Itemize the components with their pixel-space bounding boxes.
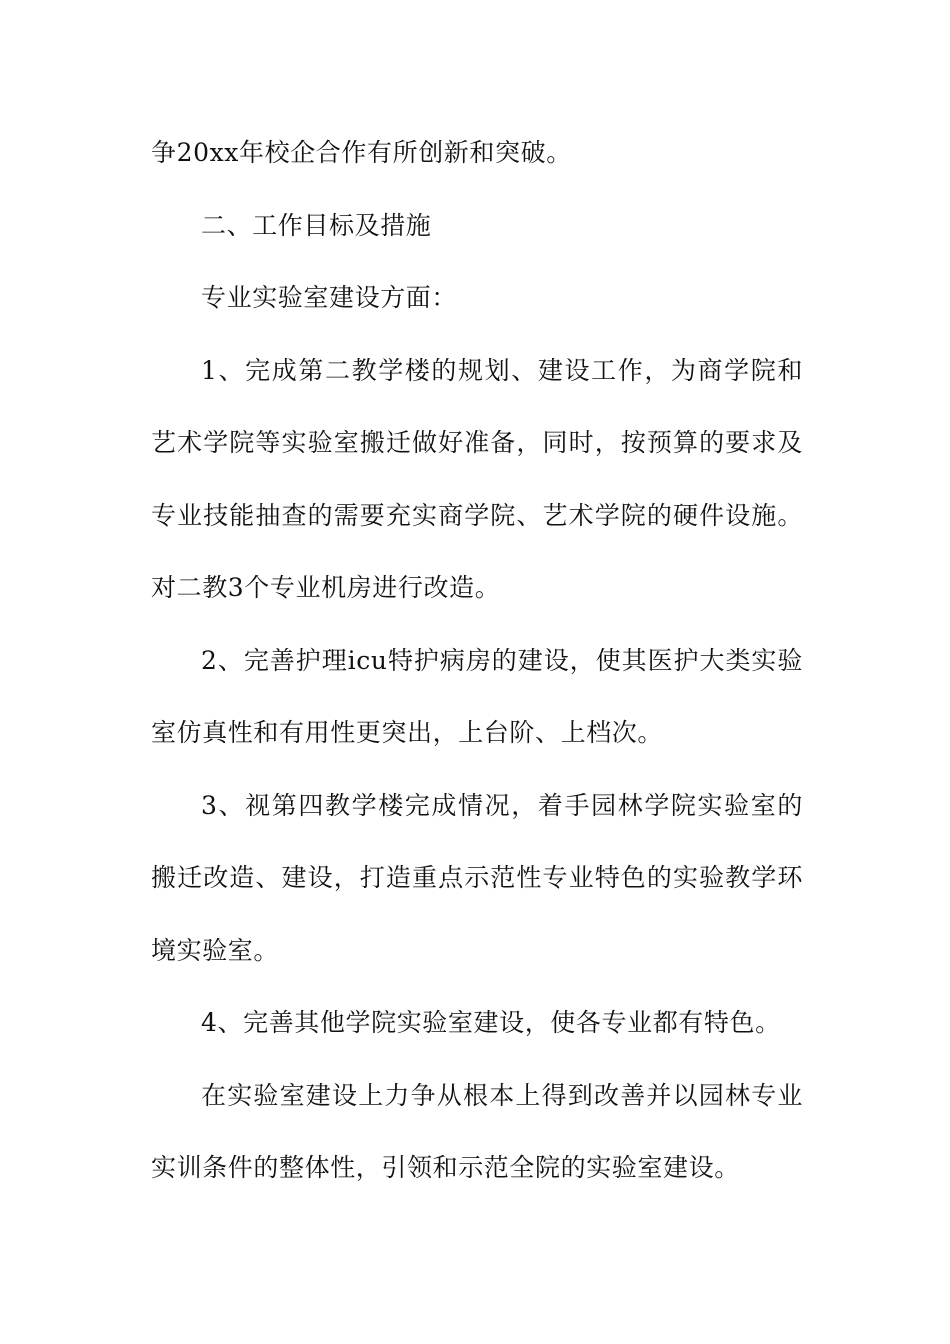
list-item-2: 2、完善护理icu特护病房的建设，使其医护大类实验室仿真性和有用性更突出，上台阶、上档次。 [151,645,803,747]
section-heading: 二、工作目标及措施 [201,210,432,240]
summary-paragraph: 在实验室建设上力争从根本上得到改善并以园林专业实训条件的整体性，引领和示范全院的实验室建设。 [151,1080,803,1182]
document-body [151,117,803,1205]
subsection-heading: 专业实验室建设方面： [201,283,458,312]
list-item-1: 1、完成第二教学楼的规划、建设工作，为商学院和艺术学院等实验室搬迁做好准备，同时，按预算的要求及专业技能抽查的需要充实商学院、艺术学院的硬件设施。对二教3个专业机房进行改造。 [151,355,803,602]
list-item-3: 3、视第四教学楼完成情况，着手园林学院实验室的搬迁改造、建设，打造重点示范性专业特色的实验教学环境实验室。 [151,790,803,965]
paragraph-continuation: 争20xx年校企合作有所创新和突破。 [151,138,572,167]
list-item-4: 4、完善其他学院实验室建设，使各专业都有特色。 [201,1008,781,1037]
